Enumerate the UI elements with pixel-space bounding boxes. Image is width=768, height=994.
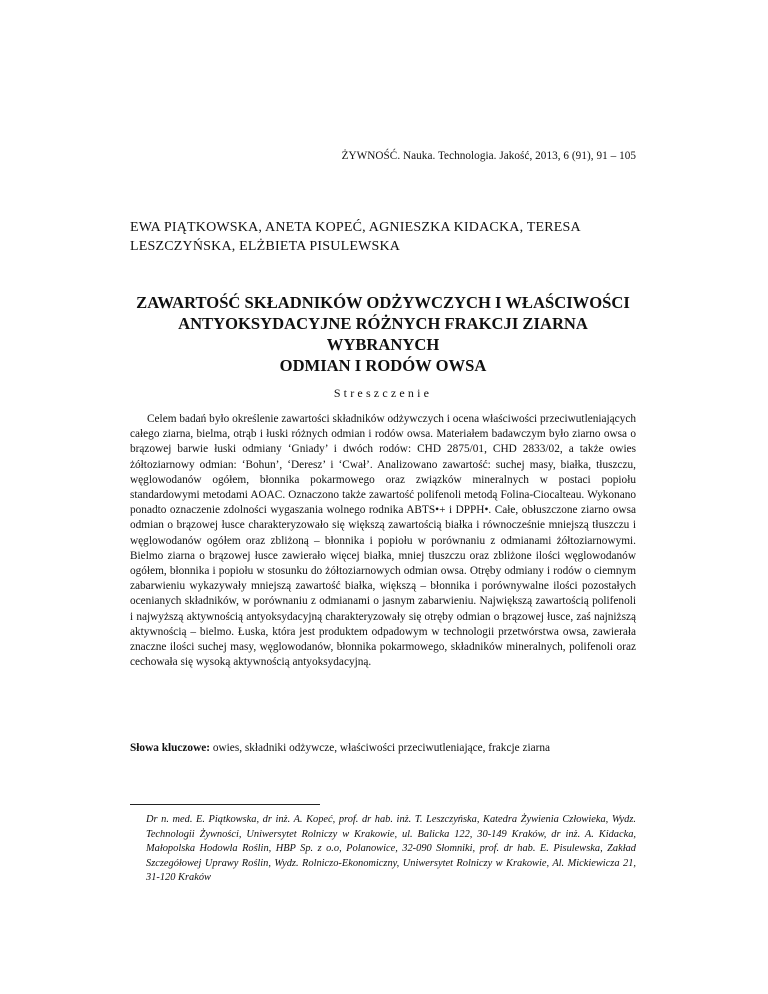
abstract-heading: Streszczenie [333, 386, 433, 400]
title-line: ODMIAN I RODÓW OWSA [279, 356, 487, 375]
keywords-text: owies, składniki odżywcze, właściwości przeciwutleniające, frakcje ziarna [210, 742, 551, 754]
abstract-body: Celem badań było określenie zawartości składników odżywczych i ocena właściwości przeciwutleniających całego ziarna, bielma, otrąb i łuski różnych odmian i rodów owsa. Materiałem badawczym było ziarno owsa o brązowej barwie łuski odmiany ‘Gniady’ i dwóch rodów: CHD 2875/01, CHD 2833/02, a także owies żółtoziarnowy odmian: ‘Bohun’, ‘Deresz’ i ‘Cwał’. Analizowano zawartość: suchej masy, białka, tłuszczu, węglowodanów ogółem, błonnika pokarmowego oraz związków mineralnych w postaci popiołu standardowymi metodami AOAC. Oznaczono także zawartość polifenoli metodą Folina-Ciocalteau. Wykonano ponadto oznaczenie zdolności wygaszania wolnego rodnika ABTS•+ i DPPH•. Całe, obłuszczone ziarno owsa odmian o brązowej łusce charakteryzowało się większą zawartością białka i równocześnie mniejszą tłuszczu i węglowodanów ogółem oraz zbliżoną – błonnika i popiołu w porównaniu z odmianami żółtoziarnowymi. Bielmo ziarna o brązowej łusce zawierało więcej białka, mniej tłuszczu oraz zbliżone ilości węglowodanów ogółem, błonnika i popiołu w stosunku do żółtoziarnowych odmian owsa. Otręby odmiany i rodów o ciemnym zabarwieniu wykazywały mniejszą zawartość białka, większą – błonnika i porównywalne ilości pozostałych ocenianych składników, w porównaniu z odmianami o jasnym zabarwieniu. Największą zawartością polifenoli i najwyższą aktywnością antyoksydacyjną charakteryzowały się otręby odmian o brązowej łusce, zaś najniższą aktywnością – bielmo. Łuska, która jest produktem odpadowym w technologii przetwórstwa owsa, zawierała znaczne ilości suchej masy, węglowodanów, błonnika pokarmowego, składników mineralnych, polifenoli oraz cechowała się wysoką aktywnością antyoksydacyjną. [130, 413, 636, 669]
title-line: ZAWARTOŚĆ SKŁADNIKÓW ODŻYWCZYCH I WŁAŚCIWOŚCI [136, 293, 630, 312]
keywords-label: Słowa kluczowe: [130, 742, 211, 754]
article-title [130, 292, 636, 376]
title-line: ANTYOKSYDACYJNE RÓŻNYCH FRAKCJI ZIARNA WYBRANYCH [178, 314, 588, 354]
keywords [130, 742, 636, 754]
author-line: EWA PIĄTKOWSKA, ANETA KOPEĆ, AGNIESZKA KIDACKA, TERESA [130, 220, 581, 235]
author-list [130, 218, 636, 256]
footnote-divider [130, 804, 320, 805]
author-line: LESZCZYŃSKA, ELŻBIETA PISULEWSKA [130, 239, 401, 254]
running-head: ŻYWNOŚĆ. Nauka. Technologia. Jakość, 2013, 6 (91), 91 – 105 [341, 150, 636, 162]
author-affiliations-footnote: Dr n. med. E. Piątkowska, dr inż. A. Kopeć, prof. dr hab. inż. T. Leszczyńska, Katedra Żywienia Człowieka, Wydz. Technologii Żywności, Uniwersytet Rolniczy w Krakowie, ul. Balicka 122, 30-149 Kraków, dr inż. A. Kidacka, Małopolska Hodowla Roślin, HBP Sp. z o.o, Polanowice, 32-090 Słomniki, prof. dr hab. E. Pisulewska, Zakład Szczegółowej Uprawy Roślin, Wydz. Rolniczo-Ekonomiczny, Uniwersytet Rolniczy w Krakowie, Al. Mickiewicza 21, 31-120 Kraków [146, 814, 636, 884]
